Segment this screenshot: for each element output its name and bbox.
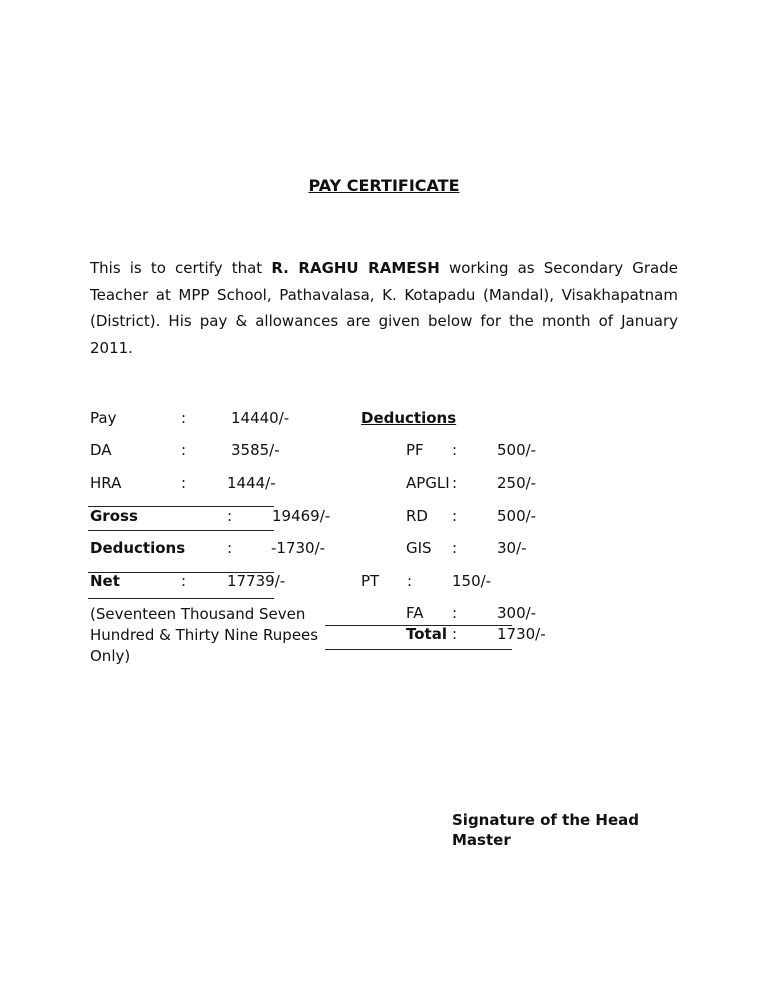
deduction-value-apgli: 250/- [497, 474, 537, 492]
earning-value-hra: 1444/- [227, 474, 276, 492]
deduction-label-gis: GIS [406, 539, 432, 557]
deduction-sep-rd: : [452, 507, 458, 525]
deduction-value-fa: 300/- [497, 604, 537, 622]
deduction-label-rd: RD [406, 507, 428, 525]
deduction-sep-pt: : [407, 572, 413, 590]
deduction-sep-fa: : [452, 604, 458, 622]
total-sep: : [452, 625, 458, 643]
deduction-label-pt: PT [361, 572, 380, 590]
deductions-row-label: Deductions [90, 539, 186, 557]
gross-bottom-rule [88, 530, 274, 531]
earning-label-hra: HRA [90, 474, 122, 492]
signature-label: Signature of the Head Master [452, 811, 640, 849]
gross-label: Gross [90, 507, 138, 525]
earning-label-pay: Pay [90, 409, 117, 427]
employee-name: R. RAGHU RAMESH [271, 259, 440, 277]
earning-sep-pay: : [181, 409, 187, 427]
total-bottom-rule [325, 649, 512, 650]
deductions-row-sep: : [227, 539, 233, 557]
net-label: Net [90, 572, 120, 590]
earning-value-pay: 14440/- [231, 409, 290, 427]
total-label: Total [406, 625, 447, 643]
net-value: 17739/- [227, 572, 286, 590]
deduction-sep-pf: : [452, 441, 458, 459]
earning-sep-hra: : [181, 474, 187, 492]
paragraph-suffix: working as Secondary Grade Teacher at MPP School, Pathavalasa, K. Kotapadu (Mandal), Visakhapatnam (District). His pay & allowances are given below for the month of January 2011. [90, 259, 678, 358]
document-title: PAY CERTIFICATE [308, 176, 460, 195]
net-bottom-rule [88, 598, 274, 599]
net-sep: : [181, 572, 187, 590]
deduction-value-rd: 500/- [497, 507, 537, 525]
deduction-value-gis: 30/- [497, 539, 527, 557]
gross-sep: : [227, 507, 233, 525]
deduction-label-apgli: APGLI [406, 474, 450, 492]
total-value: 1730/- [497, 625, 546, 643]
deduction-value-pt: 150/- [452, 572, 492, 590]
deductions-heading: Deductions [361, 409, 457, 427]
earning-label-da: DA [90, 441, 112, 459]
net-in-words: (Seventeen Thousand Seven Hundred & Thirty Nine Rupees Only) [90, 605, 319, 665]
paragraph-prefix: This is to certify that [90, 259, 272, 277]
deductions-row-value: -1730/- [271, 539, 326, 557]
deduction-label-pf: PF [406, 441, 424, 459]
certificate-paragraph [90, 255, 678, 362]
deduction-sep-apgli: : [452, 474, 458, 492]
earning-sep-da: : [181, 441, 187, 459]
gross-value: 19469/- [272, 507, 331, 525]
deduction-label-fa: FA [406, 604, 424, 622]
deduction-value-pf: 500/- [497, 441, 537, 459]
deduction-sep-gis: : [452, 539, 458, 557]
earning-value-da: 3585/- [231, 441, 280, 459]
